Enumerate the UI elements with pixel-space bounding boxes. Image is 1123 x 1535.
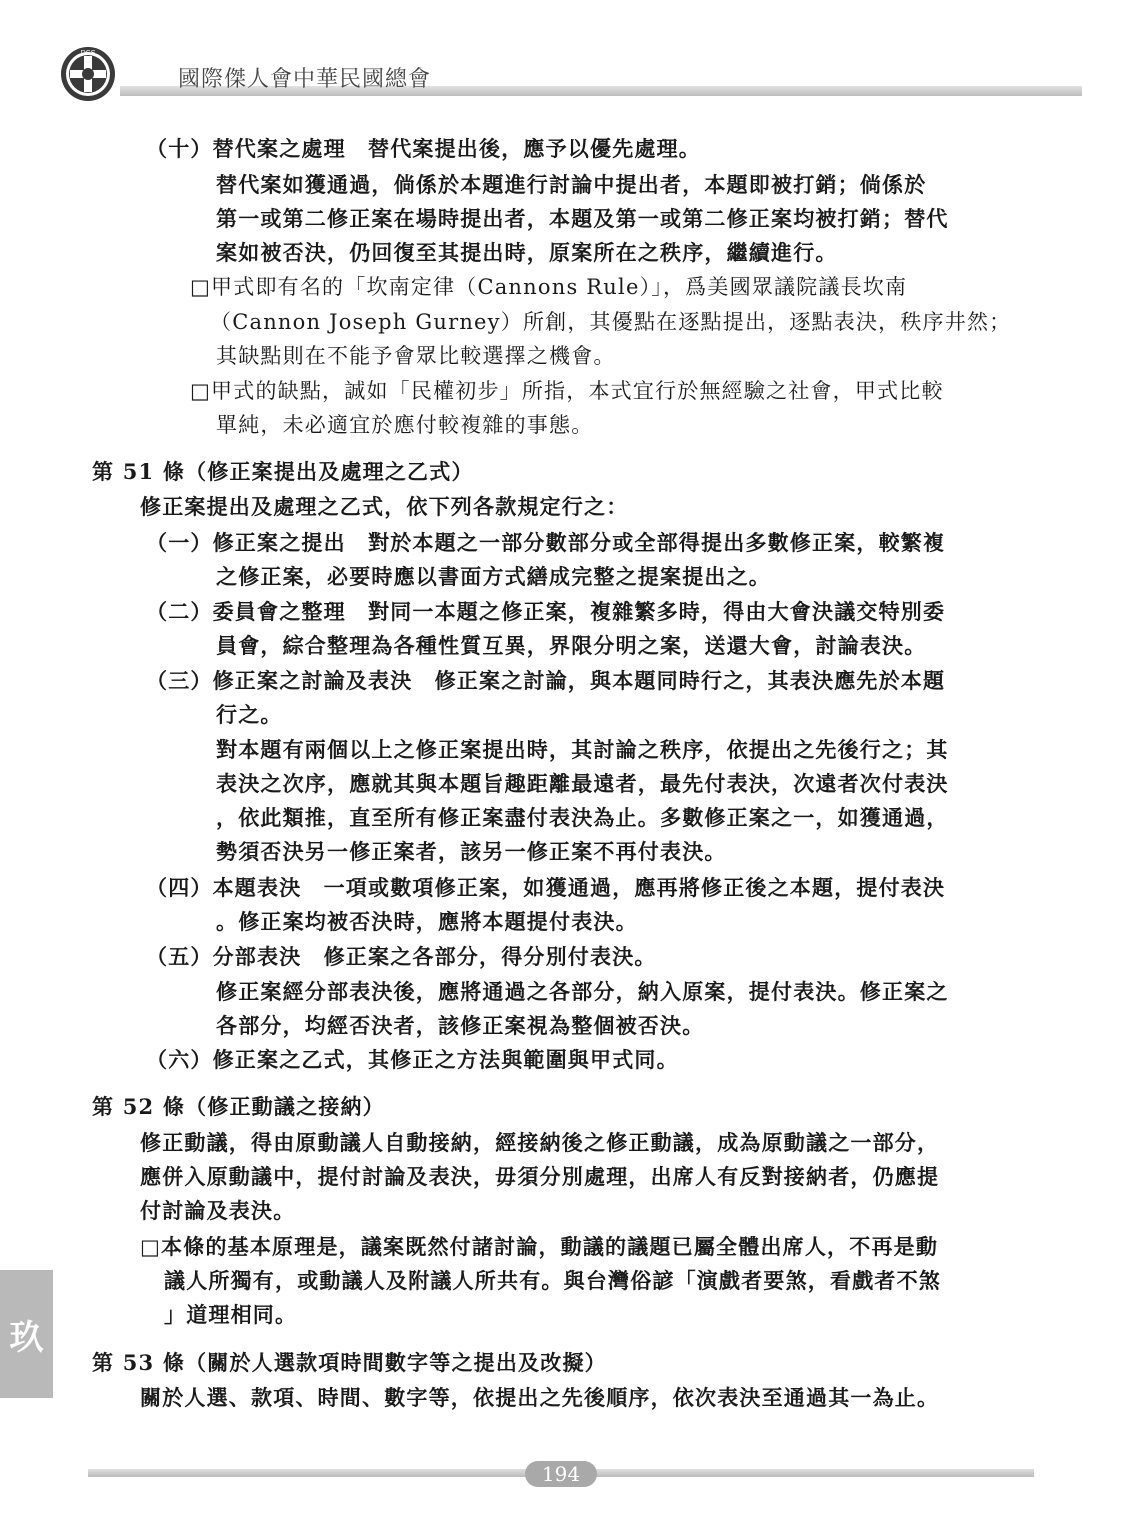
paragraph-line: ，依此類推，直至所有修正案盡付表決為止。多數修正案之一，如獲通過，: [216, 805, 949, 830]
page-number: 194: [525, 1461, 597, 1487]
paragraph-line: 關於人選、款項、時間、數字等，依提出之先後順序，依次表決至通過其一為止。: [140, 1385, 940, 1410]
clause-heading: （四）本題表決 一項或數項修正案，如獲通過，應再將修正後之本題，提付表決: [146, 875, 946, 900]
svg-text:DCS: DCS: [80, 50, 96, 57]
note-line: 議人所獨有，或動議人及附議人所共有。與台灣俗諺「演戲者要煞，看戲者不煞: [164, 1268, 941, 1293]
dcs-emblem-icon: [60, 46, 116, 102]
clause-10-heading: （十）替代案之處理 替代案提出後，應予以優先處理。: [146, 136, 701, 161]
paragraph-line: 替代案如獲通過，倘係於本題進行討論中提出者，本題即被打銷；倘係於: [216, 172, 927, 197]
paragraph-line: 對本題有兩個以上之修正案提出時，其討論之秩序，依提出之先後行之；其: [216, 737, 949, 762]
paragraph-line: 勢須否決另一修正案者，該另一修正案不再付表決。: [216, 839, 727, 864]
paragraph-line: 應併入原動議中，提付討論及表決，毋須分別處理，出席人有反對接納者，仍應提: [140, 1164, 940, 1189]
paragraph-line: 員會，綜合整理為各種性質互異，界限分明之案，送還大會，討論表決。: [216, 633, 927, 658]
paragraph-line: 表決之次序，應就其與本題旨趣距離最遠者，最先付表決，次遠者次付表決: [216, 771, 949, 796]
clause-heading: （一）修正案之提出 對於本題之一部分數部分或全部得提出多數修正案，較繁複: [146, 530, 946, 555]
note-line: □甲式的缺點，誠如「民權初步」所指，本式宜行於無經驗之社會，甲式比較: [190, 379, 944, 403]
article-53-heading: 第 53 條（關於人選款項時間數字等之提出及改擬）: [92, 1350, 607, 1375]
clause-heading: （二）委員會之整理 對同一本題之修正案，複雜繁多時，得由大會決議交特別委: [146, 599, 946, 624]
clause-heading: （三）修正案之討論及表決 修正案之討論，與本題同時行之，其表決應先於本題: [146, 668, 946, 693]
note-line: □本條的基本原理是，議案既然付諸討論，動議的議題已屬全體出席人，不再是動: [140, 1234, 939, 1259]
note-line: □甲式即有名的「坎南定律（Cannons Rule）」，爲美國眾議院議長坎南: [190, 275, 908, 299]
clause-heading: （五）分部表決 修正案之各部分，得分別付表決。: [146, 944, 657, 969]
paragraph-line: 修正動議，得由原動議人自動接納，經接納後之修正動議，成為原動議之一部分，: [140, 1130, 940, 1155]
note-line: （Cannon Joseph Gurney）所創，其優點在逐點提出，逐點表決，秩序井然；: [210, 310, 1012, 334]
paragraph-line: 第一或第二修正案在場時提出者，本題及第一或第二修正案均被打銷；替代: [216, 206, 949, 231]
article-51-heading: 第 51 條（修正案提出及處理之乙式）: [92, 459, 474, 484]
note-line: 單純，未必適宜於應付較複雜的事態。: [216, 413, 594, 437]
clause-heading: （六）修正案之乙式，其修正之方法與範圍與甲式同。: [146, 1047, 679, 1072]
paragraph-line: 修正案經分部表決後，應將通過之各部分，納入原案，提付表決。修正案之: [216, 979, 949, 1004]
article-52-heading: 第 52 條（修正動議之接納）: [92, 1094, 385, 1119]
note-line: 」道理相同。: [164, 1302, 298, 1327]
chapter-tab: 玖: [0, 1270, 53, 1398]
paragraph-line: 案如被否決，仍回復至其提出時，原案所在之秩序，繼續進行。: [216, 240, 838, 265]
paragraph-line: 行之。: [216, 702, 283, 727]
paragraph-line: 付討論及表決。: [140, 1198, 296, 1223]
paragraph-line: 。修正案均被否決時，應將本題提付表決。: [216, 909, 638, 934]
page-header: [48, 40, 1038, 106]
paragraph-line: 各部分，均經否決者，該修正案視為整個被否決。: [216, 1013, 705, 1038]
note-line: 其缺點則在不能予會眾比較選擇之機會。: [216, 344, 616, 368]
organization-name: 國際傑人會中華民國總會: [178, 67, 432, 92]
paragraph-line: 之修正案，必要時應以書面方式繕成完整之提案提出之。: [216, 564, 771, 589]
paragraph-line: 修正案提出及處理之乙式，依下列各款規定行之：: [140, 494, 629, 519]
